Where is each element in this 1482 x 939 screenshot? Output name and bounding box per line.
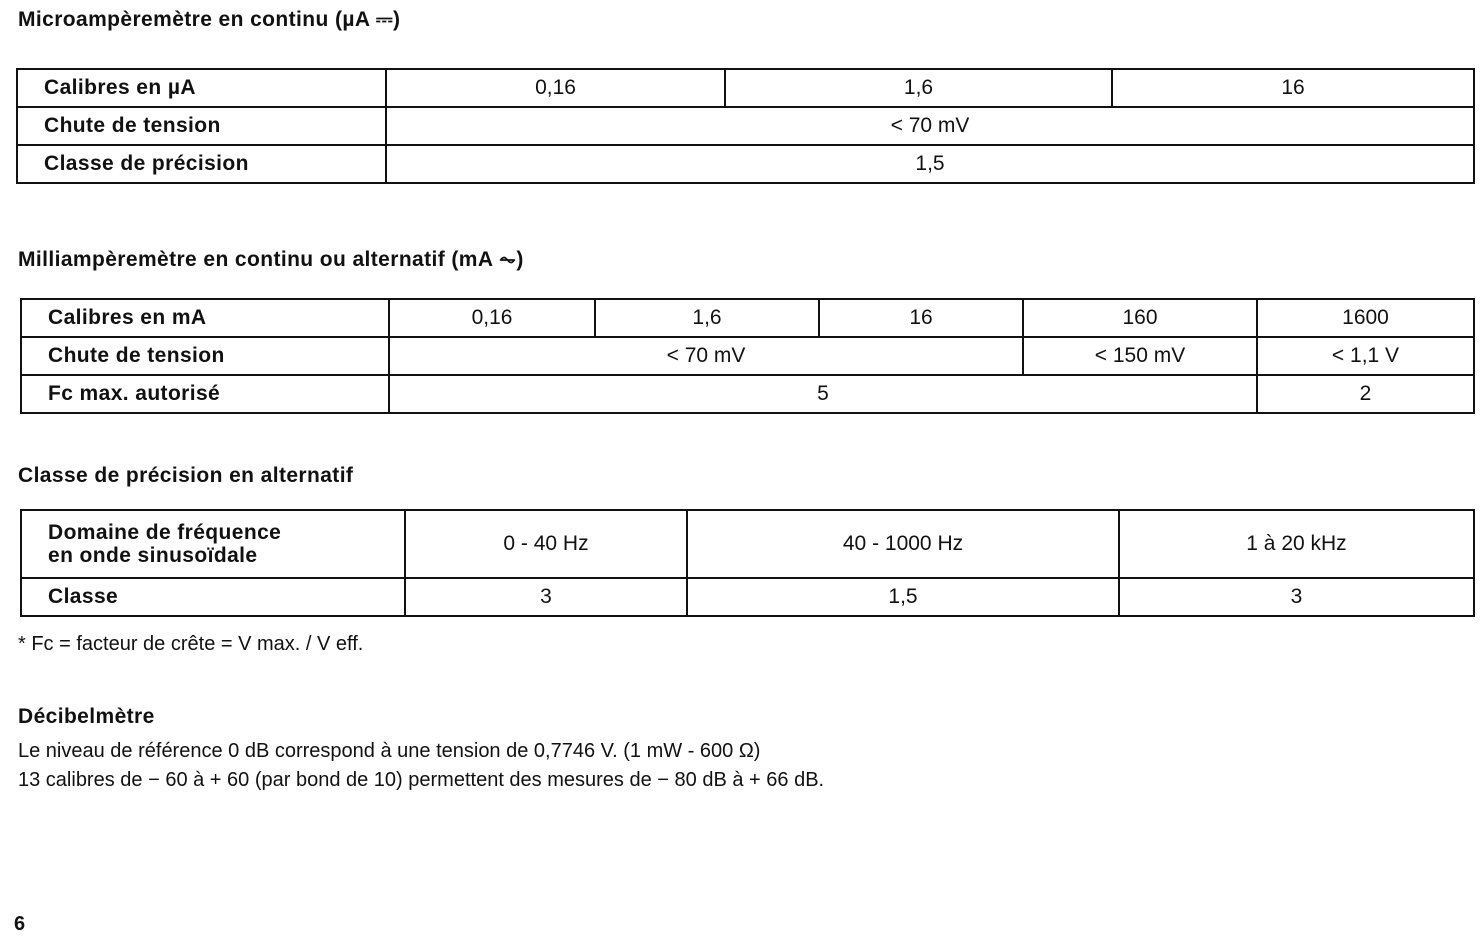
microamperemetre-table: [16, 68, 1475, 184]
table-cell: 160: [1023, 299, 1257, 337]
table-cell: < 1,1 V: [1257, 337, 1474, 375]
table-cell: 1,5: [687, 578, 1119, 616]
row-label-line2: en onde sinusoïdale: [48, 544, 258, 567]
paragraph-line: Le niveau de référence 0 dB correspond à une tension de 0,7746 V. (1 mW - 600 Ω): [18, 740, 761, 762]
section-title-milliamperemetre: Milliampèremètre en continu ou alternatif (mA ⏦): [18, 248, 524, 271]
row-label: Calibres en µA: [17, 69, 386, 107]
row-label-line1: Domaine de fréquence: [48, 521, 282, 544]
table-cell: 1,5: [386, 145, 1474, 183]
row-label: Chute de tension: [21, 337, 389, 375]
table-row: [21, 510, 1474, 578]
table-cell: 5: [389, 375, 1257, 413]
footnote: * Fc = facteur de crête = V max. / V eff.: [18, 633, 364, 655]
row-label: Classe: [21, 578, 405, 616]
section-title-classe-precision-alternatif: Classe de précision en alternatif: [18, 464, 354, 487]
paragraph-line: 13 calibres de − 60 à + 60 (par bond de 10) permettent des mesures de − 80 dB à + 66 dB.: [18, 769, 825, 791]
table-cell: < 70 mV: [386, 107, 1474, 145]
table-cell: 2: [1257, 375, 1474, 413]
table-cell: 1,6: [725, 69, 1112, 107]
table-cell: 0 - 40 Hz: [405, 510, 687, 578]
table-cell: 40 - 1000 Hz: [687, 510, 1119, 578]
table-cell: < 70 mV: [389, 337, 1023, 375]
table-cell: 16: [1112, 69, 1474, 107]
table-cell: < 150 mV: [1023, 337, 1257, 375]
row-label: Classe de précision: [17, 145, 386, 183]
table-row: [17, 145, 1474, 183]
table-cell: 0,16: [386, 69, 725, 107]
section-title-decibelmetre: Décibelmètre: [18, 705, 155, 728]
table-cell: 3: [405, 578, 687, 616]
page-number: 6: [14, 913, 26, 935]
table-row: [17, 107, 1474, 145]
classe-precision-table: [20, 509, 1475, 617]
table-cell: 0,16: [389, 299, 595, 337]
row-label: [21, 510, 405, 578]
table-cell: 3: [1119, 578, 1474, 616]
table-cell: 1600: [1257, 299, 1474, 337]
table-row: [21, 375, 1474, 413]
section-title-microamperemetre: Microampèremètre en continu (µA ⎓): [18, 8, 401, 31]
row-label: Calibres en mA: [21, 299, 389, 337]
table-cell: 16: [819, 299, 1023, 337]
table-row: [21, 337, 1474, 375]
table-row: [17, 69, 1474, 107]
table-cell: 1,6: [595, 299, 819, 337]
row-label: Chute de tension: [17, 107, 386, 145]
table-row: [21, 299, 1474, 337]
milliamperemetre-table: [20, 298, 1475, 414]
table-cell: 1 à 20 kHz: [1119, 510, 1474, 578]
table-row: [21, 578, 1474, 616]
row-label: Fc max. autorisé: [21, 375, 389, 413]
